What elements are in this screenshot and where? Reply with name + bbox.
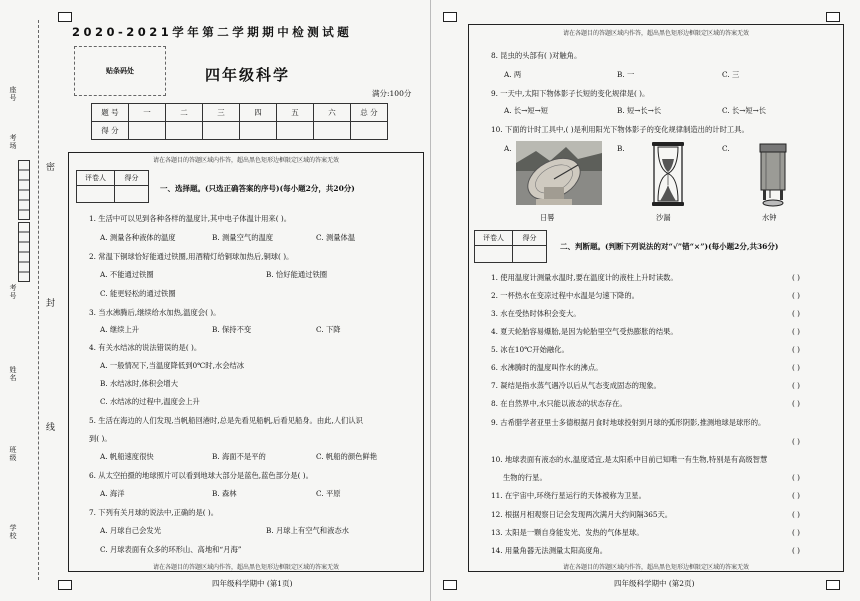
sundial-picture	[516, 141, 602, 205]
answer-bracket[interactable]: ( )	[792, 345, 801, 354]
grader-table-2	[474, 230, 547, 263]
corner-mark-tc	[443, 12, 457, 22]
full-score: 满分:100分	[372, 89, 412, 98]
question-8: 8. 昆虫的头部有( )对触角。	[491, 51, 582, 60]
notice-top-right: 请在各题目的答题区域内作答，超出黑色矩形边框限定区域的答案无效	[562, 30, 749, 37]
answer-bracket[interactable]: ( )	[792, 363, 801, 372]
q2-option-b: B. 恰好能通过铁圈	[266, 270, 328, 279]
q10-option-a: A.	[504, 144, 512, 153]
q6-option-c: C. 平原	[316, 489, 341, 498]
judge-8: 8. 在自然界中,水只能以液态的状态存在。	[491, 399, 627, 408]
hourglass-picture	[648, 141, 688, 207]
page-footer-1: 四年级科学期中 (第1页)	[212, 579, 293, 588]
q8-option-b: B. 一	[617, 70, 635, 79]
corner-mark-bl	[58, 580, 72, 590]
page-footer-2: 四年级科学期中 (第2页)	[614, 579, 695, 588]
q9-option-a: A. 长→短→短	[504, 106, 549, 115]
question-5: 5. 生活在海边的人们发现,当帆船回港时,总是先看见船帆,后看见船身。由此,人们认识	[89, 416, 363, 425]
q9-option-c: C. 长→短→长	[722, 106, 767, 115]
seal-char-3: 线	[46, 423, 56, 433]
score-head-6: 六	[314, 104, 351, 122]
id-boxes	[18, 160, 30, 220]
side-label-name: 姓名	[9, 366, 17, 382]
q4-option-c: C. 水结冰的过程中,温度会上升	[100, 397, 200, 406]
answer-bracket[interactable]: ( )	[792, 399, 801, 408]
corner-mark-tr	[826, 12, 840, 22]
judge-14: 14. 用量角器无法测量太阳高度角。	[491, 546, 608, 555]
judge-10: 10. 地球表面有液态的水,温度适宜,是太阳系中目前已知唯一有生物,特别是有高级智慧	[491, 455, 768, 464]
exam-title: 2020-2021学年第二学期期中检测试题	[72, 25, 353, 39]
q9-option-b: B. 短→长→长	[617, 106, 662, 115]
q6-option-a: A. 海洋	[100, 489, 125, 498]
question-4: 4. 有关水结冰的说法错误的是( )。	[89, 343, 202, 352]
q1-option-b: B. 测量空气的温度	[212, 233, 274, 242]
score-row-label: 得 分	[92, 122, 129, 140]
side-label-seat: 座号	[9, 86, 17, 102]
q5-option-c: C. 帆船的颜色鲜艳	[316, 452, 378, 461]
answer-bracket[interactable]: ( )	[792, 273, 801, 282]
judge-6: 6. 水沸腾时的温度叫作水的沸点。	[491, 363, 603, 372]
score-label-2: 得分	[513, 231, 547, 246]
corner-mark-tl	[58, 12, 72, 22]
judge-12: 12. 根据月相观察日记会发现两次满月大约间隔365天。	[491, 510, 673, 519]
q2-option-c: C. 能更轻松的通过铁圈	[100, 289, 176, 298]
q5-option-b: B. 海面不是平的	[212, 452, 266, 461]
seal-char-1: 密	[46, 163, 56, 173]
answer-bracket[interactable]: ( )	[792, 510, 801, 519]
score-head-2: 二	[166, 104, 203, 122]
side-label-room: 考场	[9, 134, 17, 150]
q7-option-b: B. 月球上有空气和液态水	[266, 526, 349, 535]
score-cell	[277, 122, 314, 140]
score-cell	[351, 122, 388, 140]
subject-title: 四年级科学	[205, 66, 291, 84]
judge-3: 3. 水在受热时体积会变大。	[491, 309, 581, 318]
binding-line	[38, 20, 39, 580]
corner-mark-br	[826, 580, 840, 590]
score-cell	[166, 122, 203, 140]
barcode-area: 贴条码处	[74, 46, 166, 96]
question-9: 9. 一天中,太阳下物体影子长短的变化规律是( )。	[491, 89, 650, 98]
grader-label-2: 评卷人	[475, 231, 513, 246]
grader-table-1	[76, 170, 149, 203]
sundial-caption: 日晷	[540, 213, 555, 222]
water-clock-caption: 水钟	[762, 213, 777, 222]
q3-option-a: A. 继续上升	[100, 325, 140, 334]
question-7: 7. 下列有关月球的说法中,正确的是( )。	[89, 508, 219, 517]
question-6: 6. 从太空拍摄的地球照片可以看到地球大部分是蓝色,蓝色部分是( )。	[89, 471, 313, 480]
score-head-0: 题 号	[92, 104, 129, 122]
q10-option-c: C.	[722, 144, 730, 153]
question-1: 1. 生活中可以见到各种各样的温度计,其中电子体温计用来( )。	[89, 214, 292, 223]
notice-bottom-right: 请在各题目的答题区域内作答，超出黑色矩形边框限定区域的答案无效	[562, 564, 749, 571]
hourglass-caption: 沙漏	[656, 213, 671, 222]
judge-4: 4. 夏天轮胎容易爆胎,是因为轮胎里空气受热膨胀的结果。	[491, 327, 678, 336]
water-clock-picture	[756, 142, 790, 208]
section-2-heading: 二、判断题。(判断下列说法的对“√”错“×”)(每小题2分,共36分)	[560, 242, 779, 251]
q5-option-a: A. 帆船速度很快	[100, 452, 154, 461]
id-boxes-2	[18, 222, 30, 282]
q4-option-b: B. 水结冰时,体积会增大	[100, 379, 178, 388]
judge-11: 11. 在宇宙中,环绕行星运行的天体被称为卫星。	[491, 491, 646, 500]
q8-option-a: A. 两	[504, 70, 522, 79]
answer-bracket[interactable]: ( )	[792, 381, 801, 390]
q7-option-c: C. 月球表面有众多的环形山、高地和“月海”	[100, 545, 242, 554]
side-label-class: 班级	[9, 446, 17, 462]
grader-label: 评卷人	[77, 171, 115, 186]
q6-option-b: B. 森林	[212, 489, 237, 498]
score-head-7: 总 分	[351, 104, 388, 122]
answer-bracket[interactable]: ( )	[792, 491, 801, 500]
score-label: 得分	[115, 171, 149, 186]
score-head-3: 三	[203, 104, 240, 122]
score-cell	[240, 122, 277, 140]
q7-option-a: A. 月球自己会发光	[100, 526, 161, 535]
answer-bracket[interactable]: ( )	[792, 291, 801, 300]
corner-mark-bc	[443, 580, 457, 590]
judge-1: 1. 使用温度计测量水温时,要在温度计的液柱上升时读数。	[491, 273, 678, 282]
score-table	[91, 103, 388, 140]
question-2: 2. 常温下铜球恰好能通过铁圈,用酒精灯给铜球加热后,铜球( )。	[89, 252, 294, 261]
score-head-1: 一	[129, 104, 166, 122]
seal-char-2: 封	[46, 299, 56, 309]
question-10: 10. 下面的计时工具中,( )是利用阳光下物体影子的变化规律制造出的计时工具。	[491, 125, 749, 134]
answer-bracket[interactable]: ( )	[792, 309, 801, 318]
judge-9: 9. 古希腊学者亚里士多德根据月食时地球投射到月球的弧形阴影,推测地球是球形的。	[491, 418, 766, 427]
answer-bracket[interactable]: ( )	[792, 546, 801, 555]
notice-top-left: 请在各题目的答题区域内作答，超出黑色矩形边框限定区域的答案无效	[152, 157, 339, 164]
score-cell	[203, 122, 240, 140]
judge-10-cont: 生物的行星。	[503, 473, 547, 482]
side-label-school: 学校	[9, 524, 17, 540]
answer-bracket[interactable]: ( )	[792, 327, 801, 336]
question-3: 3. 当水沸腾后,继续给水加热,温度会( )。	[89, 308, 221, 317]
answer-bracket[interactable]: ( )	[792, 528, 801, 537]
q8-option-c: C. 三	[722, 70, 740, 79]
page-fold	[430, 0, 431, 601]
score-cell	[129, 122, 166, 140]
side-label-id: 考号	[9, 284, 17, 300]
q2-option-a: A. 不能通过铁圈	[100, 270, 154, 279]
score-cell	[314, 122, 351, 140]
q3-option-c: C. 下降	[316, 325, 341, 334]
section-1-heading: 一、选择题。(只选正确答案的序号)(每小题2分，共20分)	[160, 184, 355, 193]
judge-5: 5. 冰在10℃开始融化。	[491, 345, 569, 354]
q3-option-b: B. 保持不变	[212, 325, 252, 334]
q10-option-b: B.	[617, 144, 625, 153]
q1-option-a: A. 测量各种液体的温度	[100, 233, 176, 242]
score-head-5: 五	[277, 104, 314, 122]
judge-2: 2. 一杯热水在变凉过程中水温是匀速下降的。	[491, 291, 639, 300]
judge-13: 13. 太阳是一颗自身能发光、发热的气体星球。	[491, 528, 644, 537]
notice-bottom-left: 请在各题目的答题区域内作答，超出黑色矩形边框限定区域的答案无效	[152, 564, 339, 571]
score-head-4: 四	[240, 104, 277, 122]
judge-7: 7. 凝结是指水蒸气遇冷以后从气态变成固态的现象。	[491, 381, 661, 390]
question-5-cont: 到( )。	[89, 434, 112, 443]
answer-bracket[interactable]: ( )	[792, 473, 801, 482]
q1-option-c: C. 测量体温	[316, 233, 356, 242]
q4-option-a: A. 一般情况下,当温度降低到0℃时,水会结冰	[100, 361, 245, 370]
answer-bracket[interactable]: ( )	[792, 437, 801, 446]
